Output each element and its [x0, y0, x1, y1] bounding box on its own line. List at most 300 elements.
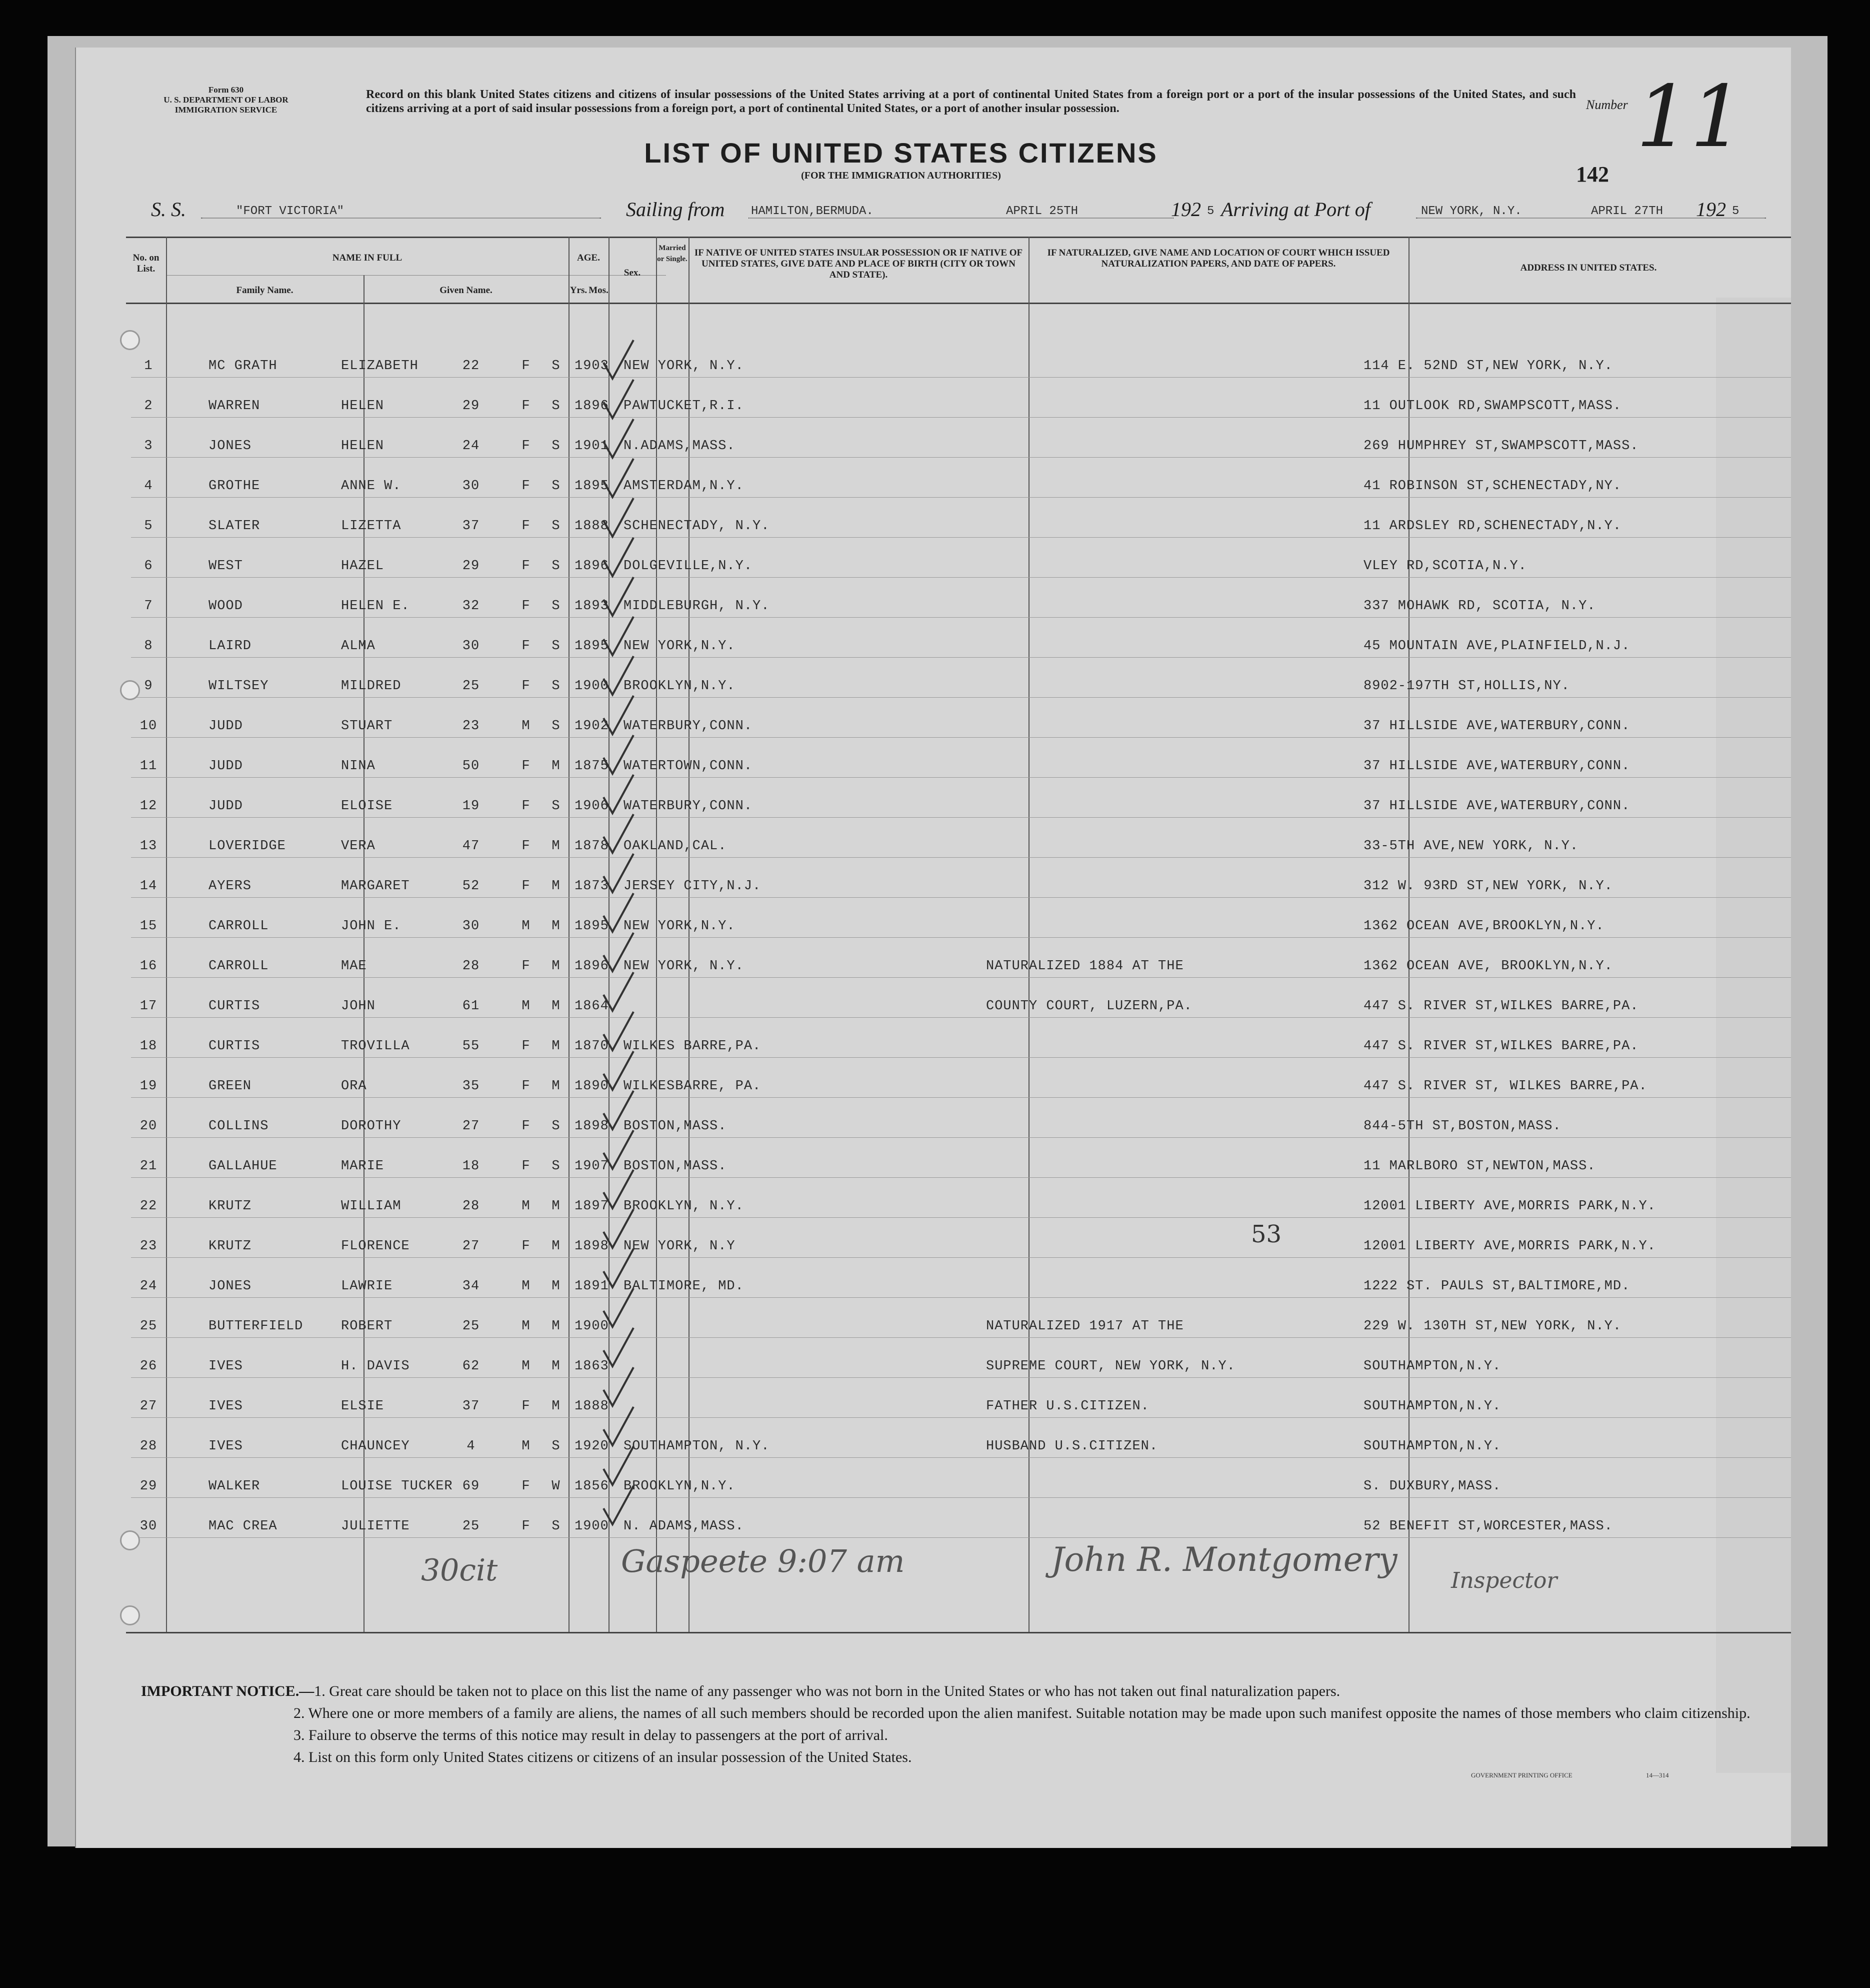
from-date: APRIL 25TH	[1006, 205, 1078, 218]
age-years: 47	[462, 839, 480, 854]
us-address: 33-5TH AVE,NEW YORK, N.Y.	[1364, 839, 1579, 854]
birth-place: NEW YORK, N.Y.	[624, 959, 744, 974]
marital-status: M	[552, 1399, 560, 1414]
check-mark	[604, 1367, 634, 1406]
given-name: JULIETTE	[341, 1519, 410, 1534]
naturalization-note: SUPREME COURT, NEW YORK, N.Y.	[986, 1359, 1236, 1374]
check-mark	[604, 617, 634, 655]
notice-lead: IMPORTANT NOTICE.—	[141, 1683, 314, 1699]
birth-place: DOLGEVILLE,N.Y.	[624, 559, 753, 574]
age-years: 18	[462, 1159, 480, 1174]
given-name: H. DAVIS	[341, 1359, 410, 1374]
citizen-count-note: 30cit	[421, 1553, 498, 1588]
given-name: HELEN	[341, 399, 384, 414]
sex: F	[522, 359, 530, 374]
birth-year: 1875	[574, 759, 609, 774]
table-row	[131, 1218, 1791, 1258]
check-mark	[604, 498, 634, 537]
birth-place: NEW YORK, N.Y	[624, 1239, 736, 1254]
family-name: JONES	[208, 439, 252, 454]
check-mark	[604, 893, 634, 932]
birth-year: 1900	[574, 1319, 609, 1334]
birth-place: BROOKLYN, N.Y.	[624, 1199, 744, 1214]
us-address: 52 BENEFIT ST,WORCESTER,MASS.	[1364, 1519, 1613, 1534]
sex: F	[522, 1079, 530, 1094]
row-number: 10	[140, 719, 158, 734]
given-name: HAZEL	[341, 559, 384, 574]
given-name: DOROTHY	[341, 1119, 402, 1134]
row-number: 24	[140, 1279, 158, 1294]
family-name: WARREN	[208, 399, 260, 414]
list-number: 11	[1636, 68, 1744, 167]
age-years: 28	[462, 1199, 480, 1214]
page-subtitle: (FOR THE IMMIGRATION AUTHORITIES)	[801, 170, 1001, 181]
checkmark-column	[598, 338, 694, 1538]
table-row	[131, 978, 1791, 1018]
us-address: 37 HILLSIDE AVE,WATERBURY,CONN.	[1364, 719, 1630, 734]
row-number: 20	[140, 1119, 158, 1134]
check-mark	[604, 696, 634, 734]
table-row	[131, 538, 1791, 578]
birth-place: WATERBURY,CONN.	[624, 719, 753, 734]
marital-status: M	[552, 1199, 560, 1214]
check-mark	[604, 1091, 634, 1129]
punch-hole	[120, 1605, 140, 1625]
table-top-rule	[126, 237, 1791, 238]
us-address: 114 E. 52ND ST,NEW YORK, N.Y.	[1364, 359, 1613, 374]
table-row	[131, 818, 1791, 858]
naturalization-note: COUNTY COURT, LUZERN,PA.	[986, 999, 1192, 1014]
given-name: CHAUNCEY	[341, 1439, 410, 1454]
birth-year: 1891	[574, 1279, 609, 1294]
marital-status: S	[552, 1439, 560, 1454]
us-address: 12001 LIBERTY AVE,MORRIS PARK,N.Y.	[1364, 1199, 1656, 1214]
us-address: 1362 OCEAN AVE, BROOKLYN,N.Y.	[1364, 959, 1613, 974]
marital-status: S	[552, 479, 560, 494]
row-number: 3	[144, 439, 153, 454]
punch-hole	[120, 1530, 140, 1550]
row-number: 30	[140, 1519, 158, 1534]
family-name: WEST	[208, 559, 243, 574]
to-year-prefix: 192	[1696, 198, 1726, 221]
number-label: Number	[1586, 98, 1628, 112]
col-no-header: No. on List.	[132, 253, 160, 274]
family-name: LAIRD	[208, 639, 252, 654]
birth-place: OAKLAND,CAL.	[624, 839, 727, 854]
family-name: KRUTZ	[208, 1239, 252, 1254]
table-row	[131, 378, 1791, 418]
sex: F	[522, 839, 530, 854]
given-name: LAWRIE	[341, 1279, 393, 1294]
given-name: MARIE	[341, 1159, 384, 1174]
sex: F	[522, 479, 530, 494]
check-mark	[604, 814, 634, 853]
table-row	[131, 1138, 1791, 1178]
age-years: 27	[462, 1119, 480, 1134]
col-birth-header: IF NATIVE OF UNITED STATES INSULAR POSSESSION OR IF NATIVE OF UNITED STATES, GIVE DATE AND PLACE OF BIRTH (CITY OR TOWN AND STATE).	[694, 248, 1023, 280]
check-mark	[604, 340, 634, 379]
marital-status: S	[552, 559, 560, 574]
sex: M	[522, 1359, 530, 1374]
page-title: LIST OF UNITED STATES CITIZENS	[644, 137, 1158, 169]
family-name: MC GRATH	[208, 359, 278, 374]
us-address: 269 HUMPHREY ST,SWAMPSCOTT,MASS.	[1364, 439, 1639, 454]
check-mark	[604, 1328, 634, 1366]
form-id	[136, 85, 316, 115]
notice-item-4: 4. List on this form only United States citizens or citizens of an insular possession of the United States.	[294, 1749, 912, 1765]
inspector-signature-b: John R. Montgomery	[1051, 1540, 1398, 1579]
table-bottom-rule	[126, 1632, 1791, 1633]
manifest-page	[75, 48, 1791, 1848]
marital-status: M	[552, 1039, 560, 1054]
row-number: 11	[140, 759, 158, 774]
sex: F	[522, 1159, 530, 1174]
check-mark	[604, 1012, 634, 1050]
ship-name: "FORT VICTORIA"	[236, 205, 344, 218]
us-address: SOUTHAMPTON,N.Y.	[1364, 1439, 1502, 1454]
marital-status: M	[552, 1239, 560, 1254]
row-number: 18	[140, 1039, 158, 1054]
given-name: JOHN	[341, 999, 376, 1014]
row-number: 21	[140, 1159, 158, 1174]
age-years: 50	[462, 759, 480, 774]
family-name: GROTHE	[208, 479, 260, 494]
sex: M	[522, 919, 530, 934]
check-mark	[604, 1249, 634, 1287]
birth-year: 1906	[574, 799, 609, 814]
us-address: 229 W. 130TH ST,NEW YORK, N.Y.	[1364, 1319, 1622, 1334]
table-row	[131, 338, 1791, 378]
us-address: SOUTHAMPTON,N.Y.	[1364, 1359, 1502, 1374]
row-number: 12	[140, 799, 158, 814]
to-date: APRIL 27TH	[1591, 205, 1664, 218]
age-years: 25	[462, 1519, 480, 1534]
given-name: MILDRED	[341, 679, 402, 694]
check-mark	[604, 419, 634, 458]
us-address: 312 W. 93RD ST,NEW YORK, N.Y.	[1364, 879, 1613, 894]
family-name: WOOD	[208, 599, 243, 614]
birth-year: 1898	[574, 1119, 609, 1134]
inspector-title: Inspector	[1451, 1568, 1558, 1593]
family-name: SLATER	[208, 519, 260, 534]
naturalization-note: HUSBAND U.S.CITIZEN.	[986, 1439, 1158, 1454]
sex: M	[522, 719, 530, 734]
table-row	[131, 618, 1791, 658]
page-stamp: 53	[1251, 1220, 1282, 1248]
col-name-header: NAME IN FULL	[332, 253, 402, 263]
age-years: 55	[462, 1039, 480, 1054]
given-name: HELEN	[341, 439, 384, 454]
sex: F	[522, 599, 530, 614]
us-address: 11 OUTLOOK RD,SWAMPSCOTT,MASS.	[1364, 399, 1622, 414]
to-year-digit: 5	[1732, 205, 1740, 218]
age-years: 30	[462, 639, 480, 654]
us-address: 447 S. RIVER ST, WILKES BARRE,PA.	[1364, 1079, 1648, 1094]
marital-status: M	[552, 839, 560, 854]
birth-year: 1920	[574, 1439, 609, 1454]
marital-status: S	[552, 519, 560, 534]
family-name: JUDD	[208, 759, 243, 774]
given-name: ELIZABETH	[341, 359, 418, 374]
table-row	[131, 1258, 1791, 1298]
check-mark	[604, 1288, 634, 1327]
age-years: 4	[466, 1439, 476, 1454]
birth-year: 1870	[574, 1039, 609, 1054]
sex: M	[522, 999, 530, 1014]
given-name: MAE	[341, 959, 367, 974]
us-address: 11 MARLBORO ST,NEWTON,MASS.	[1364, 1159, 1596, 1174]
col-sex-header: Sex.	[624, 268, 641, 278]
age-years: 35	[462, 1079, 480, 1094]
us-address: 45 MOUNTAIN AVE,PLAINFIELD,N.J.	[1364, 639, 1630, 654]
marital-status: S	[552, 599, 560, 614]
row-number: 26	[140, 1359, 158, 1374]
marital-status: M	[552, 1079, 560, 1094]
age-years: 19	[462, 799, 480, 814]
check-mark	[604, 577, 634, 616]
age-years: 27	[462, 1239, 480, 1254]
sex: F	[522, 559, 530, 574]
family-name: CURTIS	[208, 999, 260, 1014]
birth-year: 1888	[574, 1399, 609, 1414]
check-mark	[604, 1407, 634, 1445]
age-years: 61	[462, 999, 480, 1014]
family-name: KRUTZ	[208, 1199, 252, 1214]
table-row	[131, 1018, 1791, 1058]
given-name: LIZETTA	[341, 519, 402, 534]
age-years: 30	[462, 919, 480, 934]
row-number: 27	[140, 1399, 158, 1414]
table-row	[131, 1378, 1791, 1418]
given-name: ELOISE	[341, 799, 393, 814]
check-mark	[604, 1446, 634, 1485]
family-name: WILTSEY	[208, 679, 269, 694]
family-name: CARROLL	[208, 959, 269, 974]
given-name: ELSIE	[341, 1399, 384, 1414]
notice-item-1: 1. Great care should be taken not to place on this list the name of any passenger who was not born in the United States or who has not taken out final naturalization papers.	[314, 1683, 1340, 1699]
check-mark	[604, 538, 634, 576]
birth-place: BALTIMORE, MD.	[624, 1279, 744, 1294]
col-married-header: Married or Single.	[657, 244, 688, 263]
birth-year: 1888	[574, 519, 609, 534]
passenger-rows	[131, 338, 1791, 1538]
row-number: 16	[140, 959, 158, 974]
age-years: 22	[462, 359, 480, 374]
family-name: IVES	[208, 1399, 243, 1414]
sex: F	[522, 1239, 530, 1254]
punch-hole	[120, 330, 140, 350]
sex: M	[522, 1319, 530, 1334]
sex: F	[522, 799, 530, 814]
check-mark	[604, 1209, 634, 1248]
sex: F	[522, 519, 530, 534]
table-row	[131, 1458, 1791, 1498]
family-name: IVES	[208, 1439, 243, 1454]
marital-status: S	[552, 399, 560, 414]
birth-place: BROOKLYN,N.Y.	[624, 1479, 736, 1494]
from-port: HAMILTON,BERMUDA.	[751, 205, 874, 218]
birth-year: 1864	[574, 999, 609, 1014]
sex: F	[522, 439, 530, 454]
check-mark	[604, 775, 634, 813]
birth-place: JERSEY CITY,N.J.	[624, 879, 762, 894]
to-port: NEW YORK, N.Y.	[1421, 205, 1522, 218]
col-address-header: ADDRESS IN UNITED STATES.	[1520, 263, 1657, 273]
table-row	[131, 458, 1791, 498]
col-given-header: Given Name.	[440, 285, 492, 296]
marital-status: S	[552, 799, 560, 814]
given-name: WILLIAM	[341, 1199, 402, 1214]
birth-place: BROOKLYN,N.Y.	[624, 679, 736, 694]
given-name: NINA	[341, 759, 376, 774]
birth-place: WATERTOWN,CONN.	[624, 759, 753, 774]
birth-year: 1878	[574, 839, 609, 854]
department: U. S. DEPARTMENT OF LABOR	[164, 95, 288, 105]
row-number: 2	[144, 399, 153, 414]
us-address: VLEY RD,SCOTIA,N.Y.	[1364, 559, 1527, 574]
birth-year: 1896	[574, 559, 609, 574]
table-row	[131, 1178, 1791, 1218]
check-mark	[604, 1051, 634, 1090]
age-years: 37	[462, 1399, 480, 1414]
inspector-signature-a: Gaspeete 9:07 am	[621, 1543, 905, 1579]
row-number: 4	[144, 479, 153, 494]
us-address: 41 ROBINSON ST,SCHENECTADY,NY.	[1364, 479, 1622, 494]
check-mark	[604, 854, 634, 892]
family-name: MAC CREA	[208, 1519, 278, 1534]
given-name: MARGARET	[341, 879, 410, 894]
table-row	[131, 1418, 1791, 1458]
arriving-label: Arriving at Port of	[1221, 198, 1370, 221]
table-row	[131, 1098, 1791, 1138]
row-number: 1	[144, 359, 153, 374]
age-years: 28	[462, 959, 480, 974]
birth-place: NEW YORK,N.Y.	[624, 639, 736, 654]
marital-status: S	[552, 1519, 560, 1534]
birth-place: N. ADAMS,MASS.	[624, 1519, 744, 1534]
us-address: SOUTHAMPTON,N.Y.	[1364, 1399, 1502, 1414]
name-subhead-rule	[166, 275, 666, 276]
col-age-header: AGE.	[577, 253, 600, 263]
given-name: TROVILLA	[341, 1039, 410, 1054]
sex: F	[522, 399, 530, 414]
sex: F	[522, 1039, 530, 1054]
naturalization-note: NATURALIZED 1917 AT THE	[986, 1319, 1184, 1334]
marital-status: M	[552, 919, 560, 934]
birth-year: 1890	[574, 1079, 609, 1094]
table-row	[131, 698, 1791, 738]
family-name: BUTTERFIELD	[208, 1319, 304, 1334]
birth-place: NEW YORK,N.Y.	[624, 919, 736, 934]
sex: M	[522, 1199, 530, 1214]
header-bottom-rule	[126, 303, 1791, 304]
sailing-label: Sailing from	[626, 198, 725, 221]
marital-status: S	[552, 719, 560, 734]
sex: M	[522, 1439, 530, 1454]
form-code: 14—314	[1646, 1771, 1669, 1779]
table-row	[131, 418, 1791, 458]
table-row	[131, 1338, 1791, 1378]
family-name: CARROLL	[208, 919, 269, 934]
given-name: ANNE W.	[341, 479, 402, 494]
marital-status: S	[552, 359, 560, 374]
row-number: 28	[140, 1439, 158, 1454]
birth-place: NEW YORK, N.Y.	[624, 359, 744, 374]
row-number: 7	[144, 599, 153, 614]
age-years: 37	[462, 519, 480, 534]
instructions: Record on this blank United States citizens and citizens of insular possessions of the United States arriving at a port of continental United States from a foreign port or a port of the insular possessions of the United States, and such citizens arriving at a port of said insular possessions from a foreign port, a port of continental United States, or a port of another insular possession.	[366, 88, 1576, 115]
birth-year: 1895	[574, 639, 609, 654]
us-address: 447 S. RIVER ST,WILKES BARRE,PA.	[1364, 1039, 1639, 1054]
notice-line-1	[141, 1680, 1791, 1702]
age-years: 29	[462, 399, 480, 414]
birth-year: 1898	[574, 1239, 609, 1254]
us-address: 1362 OCEAN AVE,BROOKLYN,N.Y.	[1364, 919, 1604, 934]
form-number: Form 630	[208, 85, 244, 95]
birth-year: 1896	[574, 959, 609, 974]
printer-credit: GOVERNMENT PRINTING OFFICE	[1471, 1771, 1572, 1779]
birth-place: BOSTON,MASS.	[624, 1119, 727, 1134]
marital-status: W	[552, 1479, 560, 1494]
age-years: 69	[462, 1479, 480, 1494]
from-year-digit: 5	[1207, 205, 1214, 218]
marital-status: M	[552, 1319, 560, 1334]
birth-place: N.ADAMS,MASS.	[624, 439, 736, 454]
birth-year: 1901	[574, 439, 609, 454]
marital-status: M	[552, 1279, 560, 1294]
marital-status: S	[552, 439, 560, 454]
row-number: 19	[140, 1079, 158, 1094]
us-address: 337 MOHAWK RD, SCOTIA, N.Y.	[1364, 599, 1596, 614]
us-address: 11 ARDSLEY RD,SCHENECTADY,N.Y.	[1364, 519, 1622, 534]
row-number: 8	[144, 639, 153, 654]
birth-year: 1895	[574, 479, 609, 494]
check-mark	[604, 1170, 634, 1208]
family-name: CURTIS	[208, 1039, 260, 1054]
family-name: GREEN	[208, 1079, 252, 1094]
given-name: VERA	[341, 839, 376, 854]
birth-year: 1897	[574, 1199, 609, 1214]
row-number: 17	[140, 999, 158, 1014]
punch-hole	[120, 680, 140, 700]
birth-place: BOSTON,MASS.	[624, 1159, 727, 1174]
marital-status: M	[552, 959, 560, 974]
marital-status: M	[552, 1359, 560, 1374]
row-number: 23	[140, 1239, 158, 1254]
notice-item-2: 2. Where one or more members of a family are aliens, the names of all such members should be recorded upon the alien manifest. Suitable notation may be made upon such manifest opposite the names of those members who claim citizenship.	[294, 1705, 1750, 1721]
sex: M	[522, 1279, 530, 1294]
birth-year: 1896	[574, 399, 609, 414]
family-name: JUDD	[208, 799, 243, 814]
us-address: 844-5TH ST,BOSTON,MASS.	[1364, 1119, 1562, 1134]
family-name: IVES	[208, 1359, 243, 1374]
table-row	[131, 738, 1791, 778]
from-year-prefix: 192	[1171, 198, 1201, 221]
marital-status: S	[552, 1119, 560, 1134]
birth-place: WILKES BARRE,PA.	[624, 1039, 762, 1054]
table-row	[131, 658, 1791, 698]
birth-year: 1903	[574, 359, 609, 374]
given-name: STUART	[341, 719, 393, 734]
family-name: GALLAHUE	[208, 1159, 278, 1174]
us-address: 1222 ST. PAULS ST,BALTIMORE,MD.	[1364, 1279, 1630, 1294]
birth-place: SOUTHAMPTON, N.Y.	[624, 1439, 770, 1454]
family-name: JUDD	[208, 719, 243, 734]
age-years: 25	[462, 1319, 480, 1334]
row-number: 25	[140, 1319, 158, 1334]
row-number: 5	[144, 519, 153, 534]
birth-year: 1900	[574, 679, 609, 694]
